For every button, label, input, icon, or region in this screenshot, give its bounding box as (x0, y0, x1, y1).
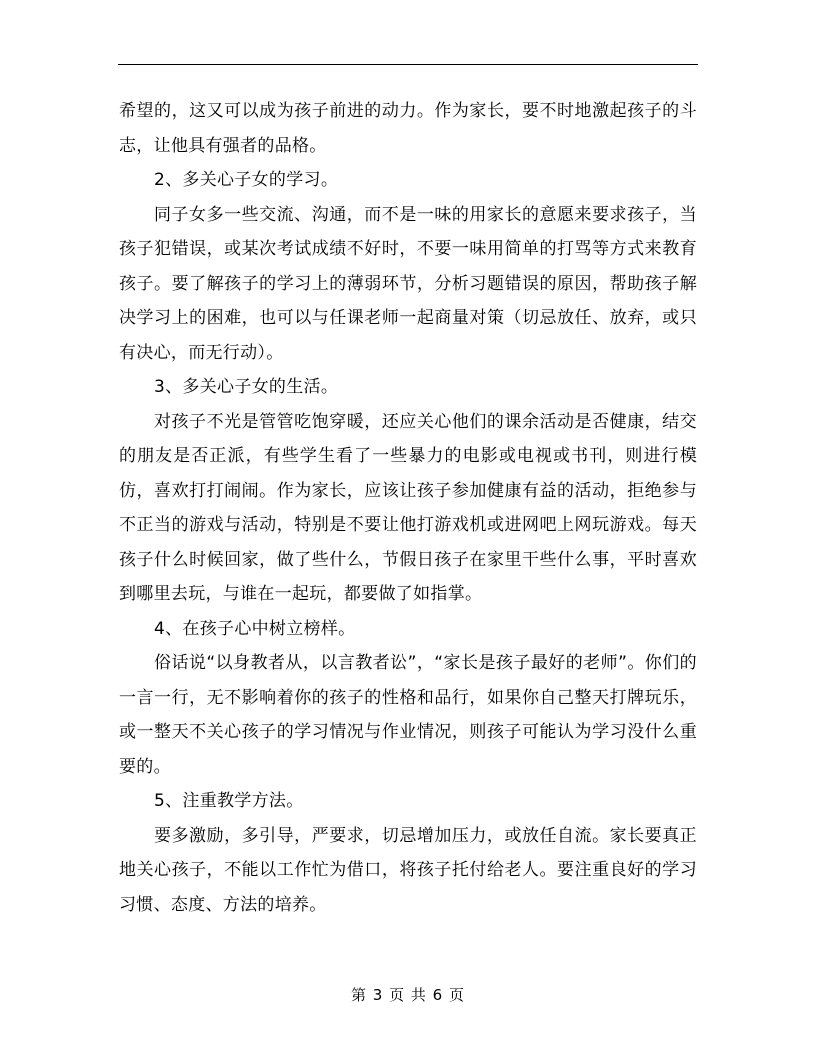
section-heading: 2、多关心子女的学习。 (154, 170, 339, 190)
section-heading: 3、多关心子女的生活。 (154, 377, 339, 397)
document-body (119, 94, 697, 922)
paragraph: 俗话说“以身教者从，以言教者讼”，“家长是孩子最好的老师”。你们的一言一行，无不影响着你的孩子的性格和品行，如果你自己整天打牌玩乐，或一整天不关心孩子的学习情况与作业情况，则孩子可能认为学习没什么重要的。 (119, 653, 697, 777)
paragraph: 同子女多一些交流、沟通，而不是一味的用家长的意愿来要求孩子，当孩子犯错误，或某次考试成绩不好时，不要一味用简单的打骂等方式来教育孩子。要了解孩子的学习上的薄弱环节，分析习题错误的原因，帮助孩子解决学习上的困难，也可以与任课老师一起商量对策（切忌放任、放弃，或只有决心，而无行动）。 (119, 204, 697, 363)
paragraph: 对孩子不光是管管吃饱穿暖，还应关心他们的课余活动是否健康，结交的朋友是否正派，有些学生看了一些暴力的电影或电视或书刊，则进行模仿，喜欢打打闹闹。作为家长，应该让孩子参加健康有益的活动，拒绝参与不正当的游戏与活动，特别是不要让他打游戏机或进网吧上网玩游戏。每天孩子什么时候回家，做了些什么，节假日孩子在家里干些什么事，平时喜欢到哪里去玩，与谁在一起玩，都要做了如指掌。 (119, 411, 697, 604)
paragraph: 希望的，这又可以成为孩子前进的动力。作为家长，要不时地激起孩子的斗志，让他具有强者的品格。 (119, 101, 697, 156)
section-heading: 4、在孩子心中树立榜样。 (154, 618, 356, 639)
section-heading: 5、注重教学方法。 (154, 791, 304, 811)
page-number: 第 3 页 共 6 页 (351, 986, 465, 1004)
header-rule (118, 64, 698, 65)
paragraph: 要多激励，多引导，严要求，切忌增加压力，或放任自流。家长要真正地关心孩子，不能以工作忙为借口，将孩子托付给老人。要注重良好的学习习惯、态度、方法的培养。 (119, 825, 697, 915)
